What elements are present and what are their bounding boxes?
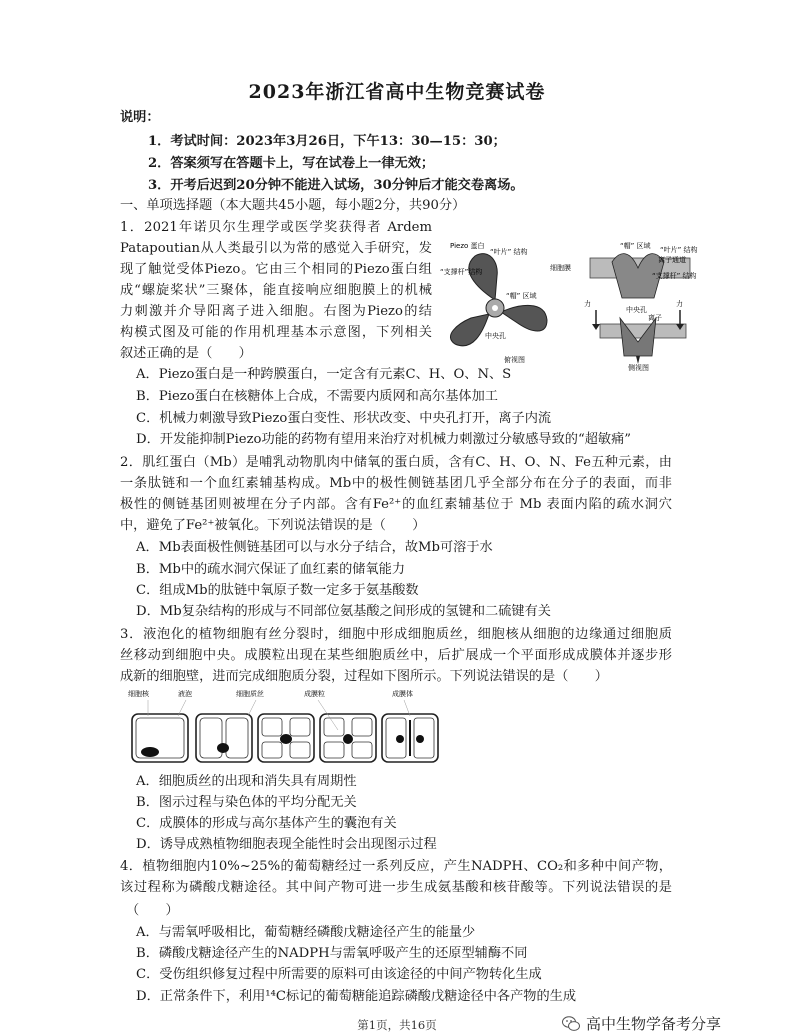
fig1-label: 离子通道	[658, 256, 686, 264]
q3-stem-line: 3．液泡化的植物细胞有丝分裂时，细胞中形成细胞质丝，细胞核从细胞的边缘通过细胞质	[120, 627, 672, 642]
cell-division-figure	[128, 686, 442, 768]
q4-option-a: A．与需氧呼吸相比，葡萄糖经磷酸戊糖途径产生的能量少	[136, 925, 476, 940]
instructions-heading: 说明：	[120, 110, 160, 125]
q3-option-c: C．成膜体的形成与高尔基体产生的囊泡有关	[136, 816, 397, 831]
q3-option-b: B．图示过程与染色体的平均分配无关	[136, 795, 357, 810]
fig1-label: “帽” 区域	[620, 242, 651, 250]
q3-stem-line: 丝移动到细胞中央。成膜粒出现在某些细胞质丝中，后扩展成一个平面形成成膜体并逐步形	[120, 648, 672, 663]
q1-option-c: C．机械力刺激导致Piezo蛋白变性、形状改变、中央孔打开，离子内流	[136, 411, 552, 426]
q4-option-c: C．受伤组织修复过程中所需要的原料可由该途径的中间产物转化生成	[136, 967, 542, 982]
fig2-label: 成膜体	[392, 690, 413, 698]
instruction-item: 2．答案须写在答题卡上，写在试卷上一律无效；	[148, 156, 435, 171]
fig1-label: “支撑杆”结构	[440, 268, 483, 276]
q3-option-d: D．诱导成熟植物细胞表现全能性时会出现图示过程	[136, 837, 437, 852]
q4-option-d: D．正常条件下，利用¹⁴C标记的葡萄糖能追踪磷酸戊糖途径中各产物的生成	[136, 989, 577, 1004]
fig1-label: 力	[676, 300, 683, 308]
fig1-label: 力	[584, 300, 591, 308]
q2-option-b: B．Mb中的疏水洞穴保证了血红素的储氧能力	[136, 562, 406, 577]
watermark-text: 高中生物学备考分享	[586, 1015, 722, 1033]
fig1-label: “支撑杆” 结构	[652, 272, 697, 280]
fig1-label: 中央孔	[626, 306, 647, 314]
q2-option-d: D．Mb复杂结构的形成与不同部位氨基酸之间形成的氢键和二硫键有关	[136, 604, 551, 619]
fig2-label: 细胞质丝	[236, 690, 264, 698]
q3-stem-line: 成新的细胞壁，进而完成细胞质分裂，过程如下图所示。下列说法错误的是（ ）	[120, 669, 608, 684]
q4-stem-line: （ ）	[126, 903, 179, 918]
instruction-item: 3．开考后迟到20分钟不能进入试场，30分钟后才能交卷离场。	[148, 178, 524, 193]
fig1-label: 俯视图	[504, 356, 525, 364]
q3-option-a: A．细胞质丝的出现和消失具有周期性	[136, 774, 357, 789]
q2-stem-line: 2．肌红蛋白（Mb）是哺乳动物肌肉中储氧的蛋白质，含有C、H、O、N、Fe五种元素，由	[120, 455, 672, 470]
fig1-label: 中央孔	[485, 332, 506, 340]
q2-option-c: C．组成Mb的肽链中氧原子数一定多于氨基酸数	[136, 583, 419, 598]
q1-option-a: A．Piezo蛋白是一种跨膜蛋白，一定含有元素C、H、O、N、S	[136, 367, 512, 382]
page-footer: 第1页，共16页	[357, 1018, 437, 1032]
q4-stem-line: 该过程称为磷酸戊糖途径。其中间产物可进一步生成氨基酸和核苷酸等。下列说法错误的是	[120, 880, 672, 895]
section-heading: 一、单项选择题（本大题共45小题，每小题2分，共90分）	[120, 198, 466, 213]
q4-stem-line: 4．植物细胞内10%~25%的葡萄糖经过一系列反应，产生NADPH、CO₂和多种中间产物，	[120, 859, 672, 874]
q1-stem-line: 1．2021年诺贝尔生理学或医学奖获得者 Ardem	[120, 220, 432, 235]
q1-stem-line: 成“螺旋桨状”三聚体，能直接响应细胞膜上的机械	[120, 283, 432, 298]
fig1-label: 侧视图	[628, 364, 649, 372]
q1-stem-line: Patapoutian从人类最引以为常的感觉入手研究，发	[120, 241, 432, 256]
piezo-structure-figure	[440, 238, 698, 372]
fig1-label: Piezo 蛋白	[450, 242, 485, 250]
q2-stem-line: 一条肽链和一个血红素辅基构成。Mb中的极性侧链基团几乎全部分布在分子的表面，而非	[120, 476, 672, 491]
fig2-label: 细胞核	[128, 690, 149, 698]
q1-stem-line: 叙述正确的是（ ）	[120, 346, 252, 361]
q1-stem-line: 现了触觉受体Piezo。它由三个相同的Piezo蛋白组	[120, 262, 432, 277]
q1-option-d: D．开发能抑制Piezo功能的药物有望用来治疗对机械力刺激过分敏感导致的“超敏痛”	[136, 432, 632, 447]
q2-stem-line: 极性的侧链基团则被埋在分子内部。含有Fe²⁺的血红素辅基位于 Mb 表面内陷的疏水洞穴	[120, 497, 672, 512]
q4-option-b: B．磷酸戊糖途径产生的NADPH与需氧呼吸产生的还原型辅酶不同	[136, 946, 528, 961]
q1-stem-line: 力刺激并介导阳离子进入细胞。右图为Piezo的结	[120, 304, 432, 319]
q2-stem-line: 中，避免了Fe²⁺被氧化。下列说法错误的是（ ）	[120, 518, 426, 533]
q1-stem-line: 构模式图及可能的作用机理基本示意图，下列相关	[120, 325, 432, 340]
fig1-label: 细胞膜	[550, 264, 571, 272]
fig2-label: 成膜粒	[304, 690, 325, 698]
fig2-label: 液泡	[178, 690, 192, 698]
instruction-item: 1．考试时间：2023年3月26日，下午13：30—15：30；	[148, 134, 506, 149]
q2-option-a: A．Mb表面极性侧链基团可以与水分子结合，故Mb可溶于水	[136, 540, 493, 555]
page-title: 2023年浙江省高中生物竞赛试卷	[248, 81, 546, 103]
fig1-label: 离子	[648, 314, 662, 322]
fig1-label: “叶片” 结构	[660, 246, 698, 254]
q1-option-b: B．Piezo蛋白在核糖体上合成，不需要内质网和高尔基体加工	[136, 389, 498, 404]
fig1-label: “帽” 区域	[506, 292, 537, 300]
fig1-label: “叶片” 结构	[490, 248, 528, 256]
